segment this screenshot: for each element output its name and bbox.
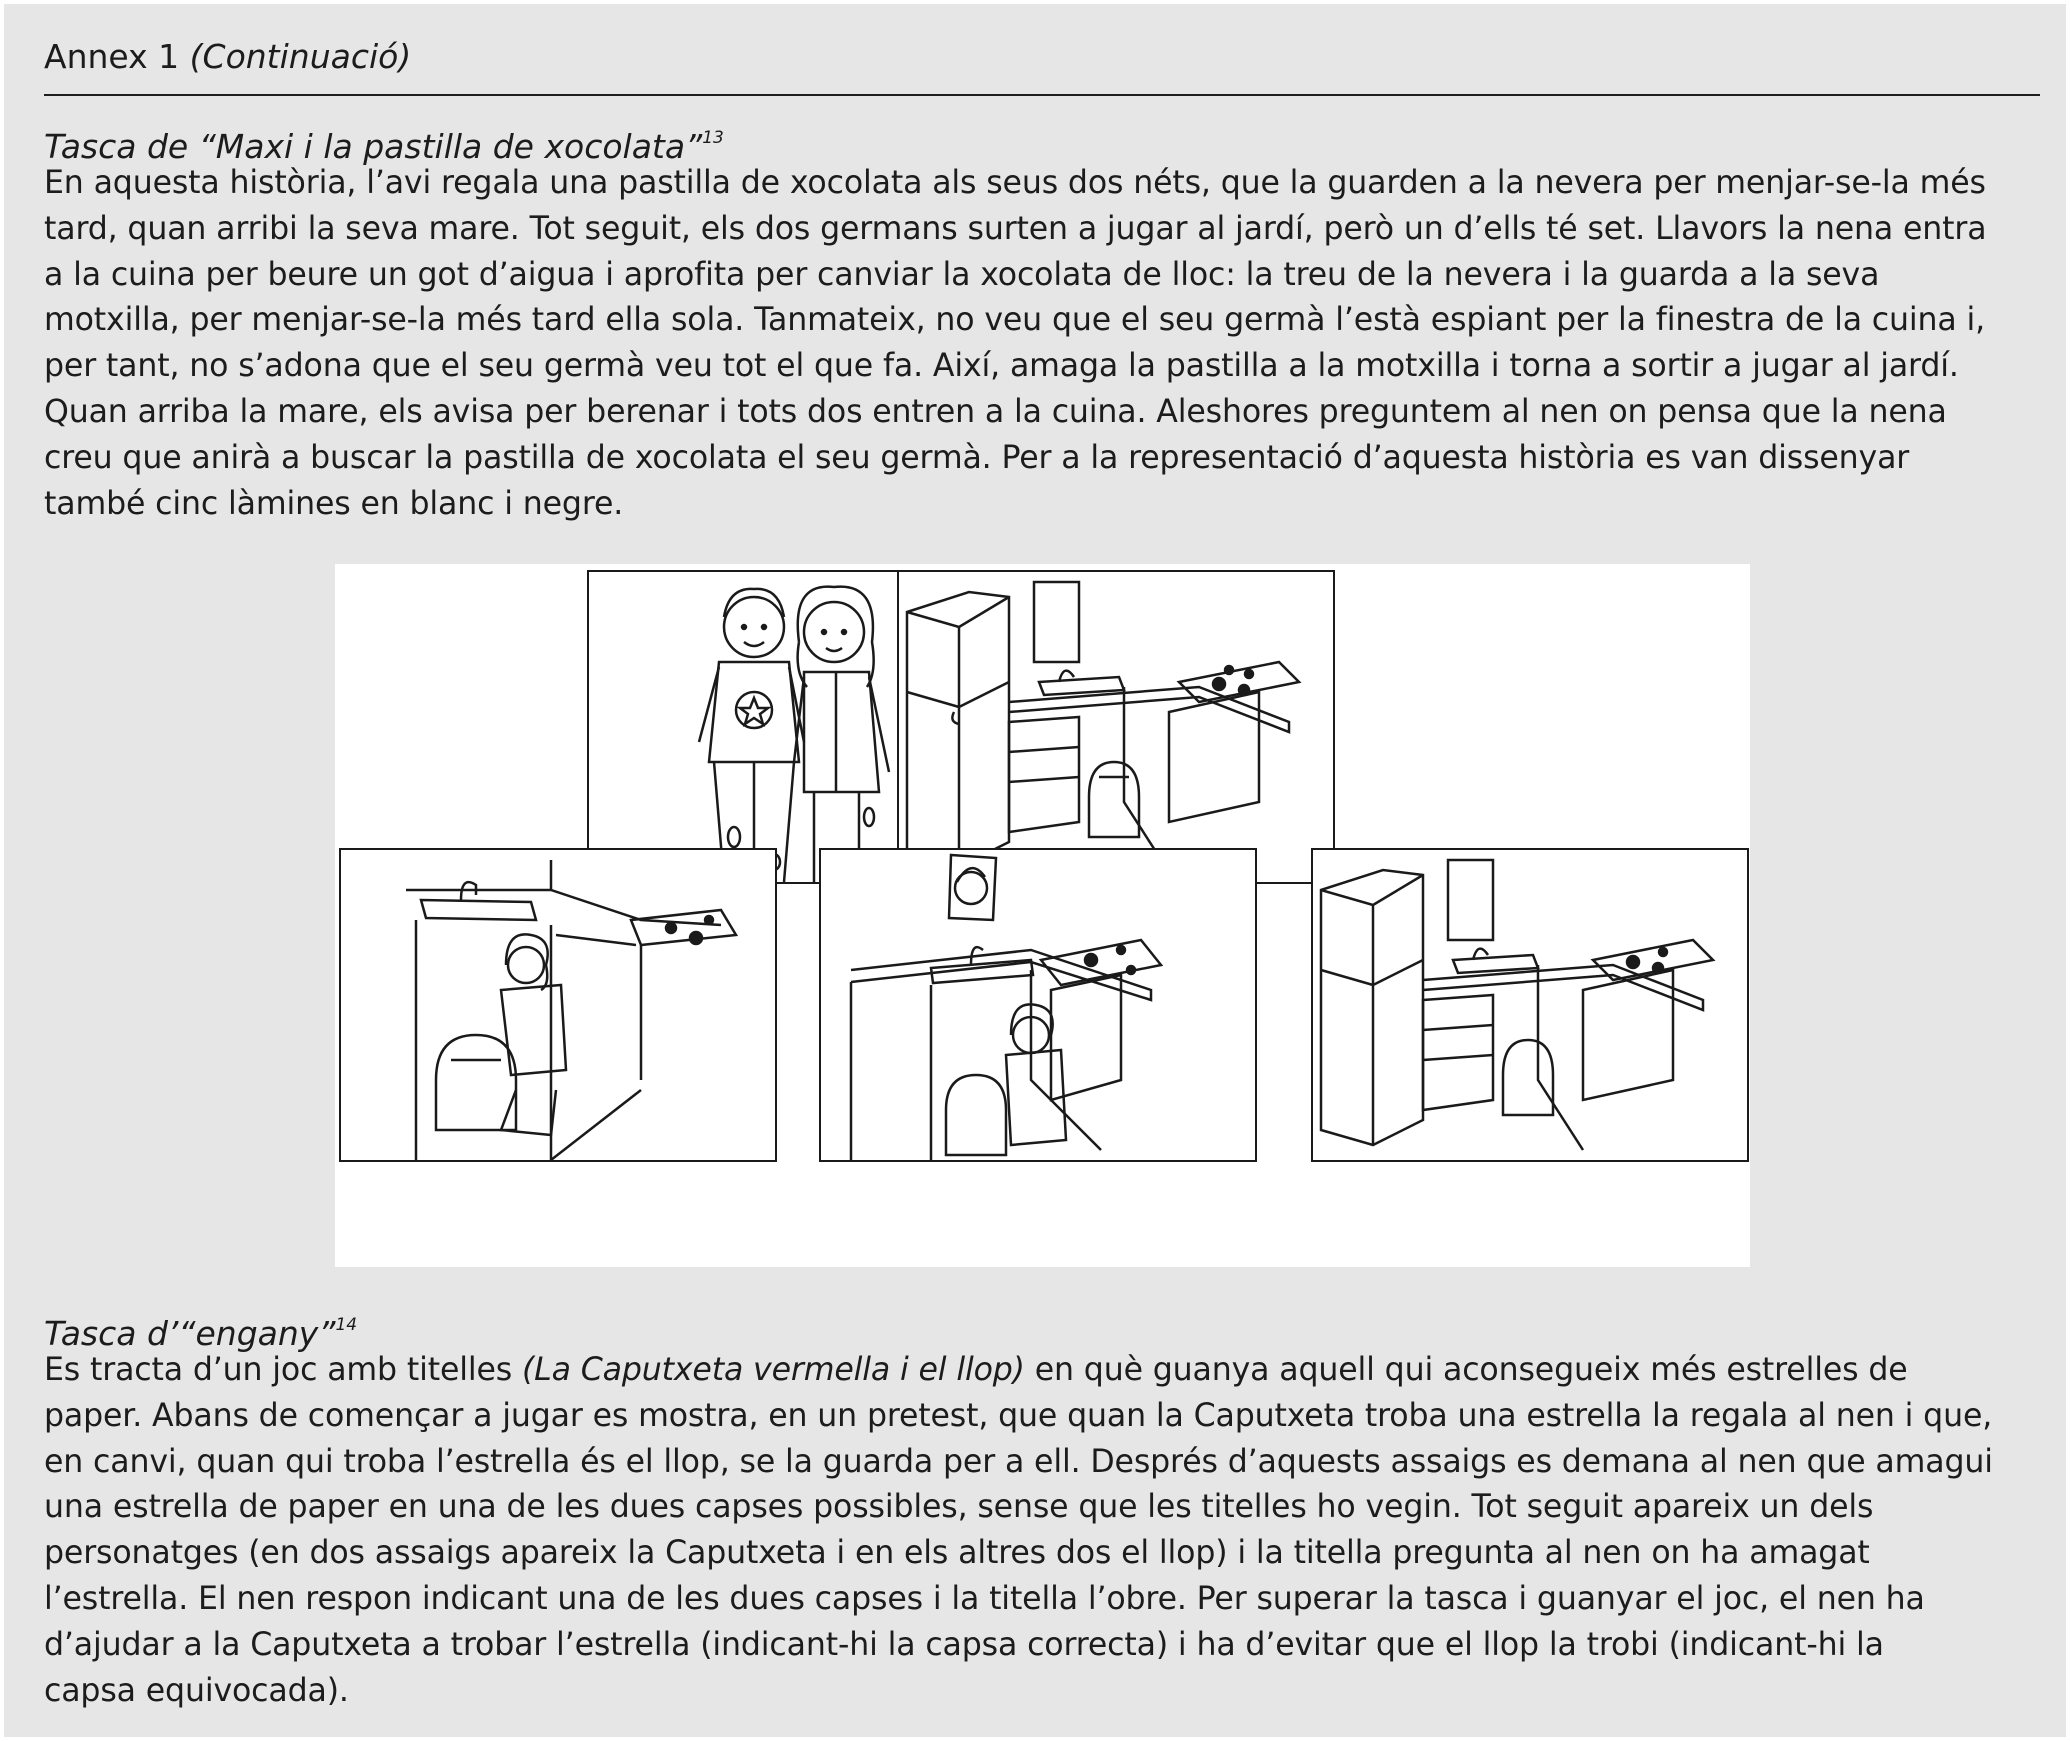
paragraph-line: paper. Abans de començar a jugar es mostra, en un pretest, que quan la Caputxeta troba una estrella la regala al nen i que,	[44, 1397, 1993, 1434]
paragraph-line: a la cuina per beure un got d’aigua i aprofita per canviar la xocolata de lloc: la treu de la nevera i la guarda a la seva	[44, 256, 1880, 293]
girl-body	[501, 985, 566, 1075]
window	[1034, 582, 1079, 662]
boy-head	[724, 597, 784, 657]
stove	[631, 910, 736, 945]
paragraph-line: personatges (en dos assaigs apareix la Caputxeta i en els altres dos el llop) i la titella pregunta al nen on ha amagat	[44, 1535, 1870, 1572]
paragraph-line: també cinc làmines en blanc i negre.	[44, 485, 624, 522]
backpack	[1503, 1040, 1553, 1115]
line-text: Es tracta d’un joc amb titelles	[44, 1352, 522, 1388]
paragraph-line: creu que anirà a buscar la pastilla de xocolata el seu germà. Per a la representació d’aquesta història es van dissenyar	[44, 439, 1910, 476]
girl-hiding-illustration	[341, 850, 775, 1160]
girl-torso	[804, 672, 879, 792]
paragraph-line: En aquesta història, l’avi regala una pastilla de xocolata als seus dos néts, que la guarden a la nevera per menjar-se-la més	[44, 165, 1986, 201]
paragraph-line: Quan arriba la mare, els avisa per berenar i tots dos entren a la cuina. Aleshores preguntem al nen on pensa que la nena	[44, 393, 1947, 430]
annex-title-label: Annex 1	[44, 37, 180, 76]
paragraph-engany	[44, 1348, 2054, 1714]
section-title-engany-text: Tasca d’“engany”	[44, 1314, 336, 1353]
annex-title-continuation: (Continuació)	[189, 37, 412, 76]
boy-hair	[724, 589, 784, 617]
title-divider	[44, 94, 2040, 96]
line-text: en què guanya aquell qui aconsegueix més estrelles de	[1024, 1352, 1908, 1388]
panel-brother-spying	[819, 848, 1257, 1162]
paragraph-line	[44, 1348, 2054, 1394]
illustration-figure	[335, 564, 1750, 1267]
panel-kitchen	[897, 570, 1335, 884]
footnote-13: 13	[702, 128, 724, 148]
paragraph-line: l’estrella. El nen respon indicant una de les dues capses i la titella l’obre. Per superar la tasca i guanyar el joc, el nen ha	[44, 1580, 1925, 1617]
sink	[1039, 677, 1124, 695]
paragraph-line: capsa equivocada).	[44, 1672, 349, 1709]
panel-girl-hiding	[339, 848, 777, 1162]
paragraph-line: motxilla, per menjar-se-la més tard ella sola. Tanmateix, no veu que el seu germà l’està espiant per la finestra de la cuina i,	[44, 302, 1986, 339]
paragraph-line: d’ajudar a la Caputxeta a trobar l’estrella (indicant-hi la capsa correcta) i ha d’evitar que el llop la trobi (indicant-hi la	[44, 1626, 1884, 1663]
window	[1448, 860, 1493, 940]
kitchen-after-illustration	[1313, 850, 1747, 1160]
section-title-maxi-text: Tasca de “Maxi i la pastilla de xocolata”	[44, 127, 703, 166]
girl-head	[804, 602, 864, 662]
girl-head	[508, 947, 544, 983]
kitchen-illustration	[899, 572, 1333, 882]
annex-title	[44, 32, 411, 82]
paragraph-line: una estrella de paper en una de les dues capses possibles, sense que les titelles ho vegin. Tot seguit apareix un dels	[44, 1489, 1874, 1526]
boy-torso	[709, 662, 799, 762]
sink	[421, 900, 536, 920]
paragraph-line: tard, quan arribi la seva mare. Tot seguit, els dos germans surten a jugar al jardí, però un d’ells té set. Llavors la nena entra	[44, 210, 1987, 247]
paragraph-line: en canvi, quan qui troba l’estrella és el llop, se la guarda per a ell. Després d’aquests assaigs es demana al nen que amagui	[44, 1443, 1993, 1480]
backpack	[436, 1035, 516, 1130]
paragraph-line: per tant, no s’adona que el seu germà veu tot el que fa. Així, amaga la pastilla a la motxilla i torna a sortir a jugar al jardí.	[44, 348, 1959, 385]
backpack	[946, 1075, 1006, 1155]
paragraph-maxi	[44, 161, 2054, 527]
backpack	[1089, 762, 1139, 837]
spying-illustration	[821, 850, 1255, 1160]
annex-box	[4, 4, 2066, 1737]
panel-kitchen-after	[1311, 848, 1749, 1162]
footnote-14: 14	[335, 1315, 358, 1335]
italic-title: (La Caputxeta vermella i el llop)	[522, 1352, 1025, 1388]
sink	[1453, 955, 1538, 973]
